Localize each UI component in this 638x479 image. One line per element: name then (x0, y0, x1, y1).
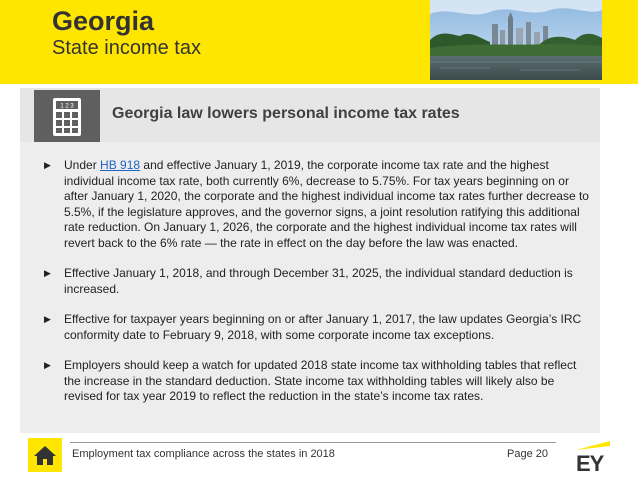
calculator-display-text: 1 2 3 (60, 103, 74, 110)
page-number: Page 20 (507, 448, 548, 460)
list-item (44, 312, 592, 343)
footer-divider (70, 442, 556, 443)
list-item (44, 266, 592, 297)
footer-title: Employment tax compliance across the states in 2018 (72, 448, 335, 460)
list-item (44, 358, 592, 405)
home-button[interactable] (28, 438, 62, 472)
bullet-text: Employers should keep a watch for updated 2018 state income tax withholding tables that reflect the increase in the standard deduction. State income tax withholding tables will likely also be revised for tax year 2019 to reflect the reduction in the state’s income tax rates. (64, 358, 577, 403)
calculator-icon (34, 90, 100, 142)
ey-logo-text: EY (576, 451, 604, 476)
bullet-text: Effective for taxpayer years beginning on or after January 1, 2017, the law updates Georgia’s IRC conformity date to February 9, 2018, with some corporate income tax exceptions. (64, 312, 582, 342)
list-item (44, 158, 592, 251)
bullet-text: and effective January 1, 2019, the corporate income tax rate and the highest individual income tax rate, both currently 6%, decrease to 5.75%. For tax years beginning on or after January 1, 2020, the corporate and the highest individual income tax rates further decrease to 5.5%, if the legislature approves, and the governor signs, a joint resolution ratifying this additional rate reduction. On January 1, 2026, the corporate and the highest individual income tax rates will revert back to the 6% rate — the rate in effect on the day before the law was enacted. (64, 158, 589, 250)
page-subtitle: State income tax (52, 37, 201, 59)
hb-918-link[interactable]: HB 918 (100, 158, 141, 172)
home-icon (28, 438, 62, 472)
bullet-list (44, 158, 592, 420)
section-heading: Georgia law lowers personal income tax rates (112, 105, 460, 122)
page-title: Georgia (52, 6, 155, 36)
bullet-text-lead: Under (64, 158, 101, 172)
atlanta-skyline-photo (430, 0, 602, 80)
bullet-text: Effective January 1, 2018, and through December 31, 2025, the individual standard deduction is increased. (64, 266, 573, 296)
